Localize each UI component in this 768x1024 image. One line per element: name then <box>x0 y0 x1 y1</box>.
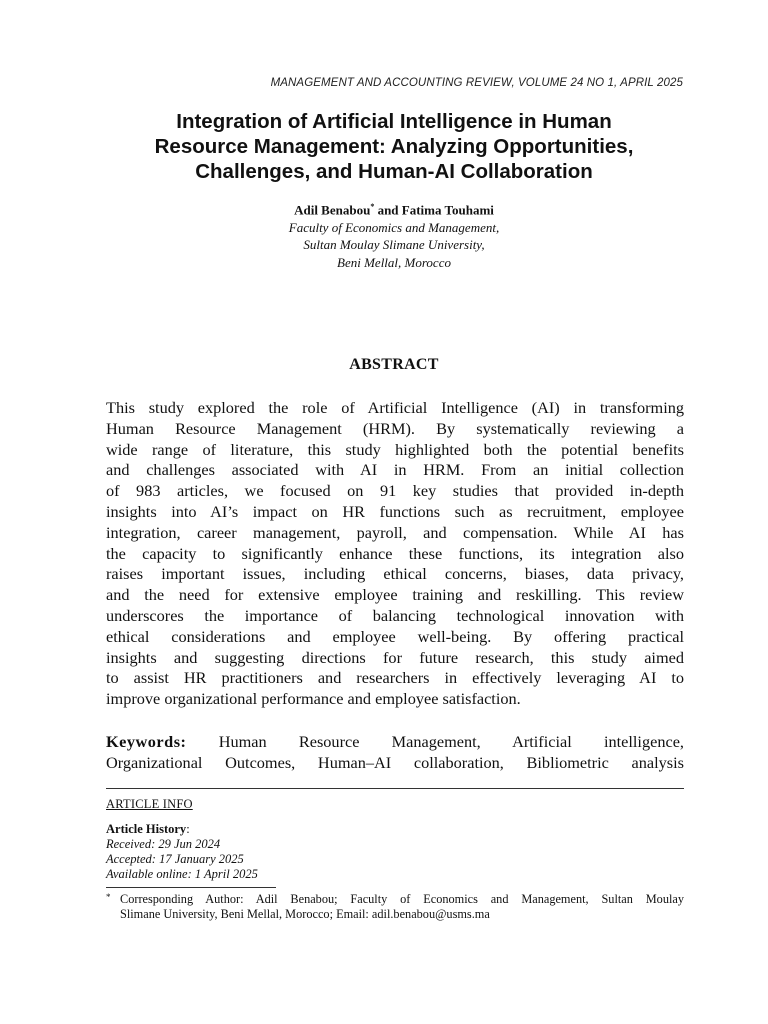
paper-title <box>90 109 698 184</box>
abstract-line: and challenges associated with AI in HRM. From an initial collection <box>106 460 684 480</box>
keywords-block <box>106 732 684 774</box>
author-name-1: Adil Benabou <box>294 202 371 218</box>
keywords-label: Keywords: <box>106 732 187 751</box>
paper-title-line: Integration of Artificial Intelligence in Human <box>176 110 612 133</box>
paper-title-line: Resource Management: Analyzing Opportunities, <box>154 135 634 158</box>
available-online-date: Available online: 1 April 2025 <box>106 867 258 881</box>
keywords-text: Human Resource Management, Artificial intelligence, <box>186 732 684 751</box>
journal-running-header: MANAGEMENT AND ACCOUNTING REVIEW, VOLUME 24 NO 1, APRIL 2025 <box>270 77 683 89</box>
affiliation-line: Beni Mellal, Morocco <box>337 254 451 270</box>
footnote-divider <box>106 887 276 888</box>
article-info-heading: ARTICLE INFO <box>106 797 193 811</box>
abstract-line: insights and suggesting directions for future research, this study aimed <box>106 647 684 667</box>
article-history <box>106 822 258 882</box>
received-date: Received: 29 Jun 2024 <box>106 837 221 851</box>
author-names <box>90 198 698 219</box>
abstract-body <box>106 398 684 710</box>
abstract-line: ethical considerations and employee well-being. By offering practical <box>106 626 684 646</box>
author-block <box>90 198 698 271</box>
keywords-line <box>106 732 684 753</box>
abstract-heading: ABSTRACT <box>349 356 439 373</box>
corresponding-author-footnote <box>106 892 684 922</box>
author-name-2: and Fatima Touhami <box>374 202 494 218</box>
abstract-line: to assist HR practitioners and researchers in effectively leveraging AI to <box>106 668 684 688</box>
abstract-line: wide range of literature, this study highlighted both the potential benefits <box>106 439 684 459</box>
article-history-colon: : <box>186 822 190 836</box>
footnote-line: Corresponding Author: Adil Benabou; Faculty of Economics and Management, Sultan Moulay <box>120 892 684 906</box>
abstract-line: insights into AI’s impact on HR functions such as recruitment, employee <box>106 501 684 521</box>
accepted-date: Accepted: 17 January 2025 <box>106 852 244 866</box>
footnote-line: Slimane University, Beni Mellal, Morocco; Email: adil.benabou@usms.ma <box>120 907 490 921</box>
abstract-line: raises important issues, including ethical concerns, biases, data privacy, <box>106 564 684 584</box>
keywords-line: Organizational Outcomes, Human–AI collaboration, Bibliometric analysis <box>106 752 684 772</box>
abstract-line: the capacity to significantly enhance these functions, its integration also <box>106 543 684 563</box>
abstract-line: integration, career management, payroll, and compensation. While AI has <box>106 522 684 542</box>
section-divider <box>106 788 684 789</box>
abstract-line: This study explored the role of Artificial Intelligence (AI) in transforming <box>106 398 684 417</box>
corresponding-mark: * <box>370 202 375 211</box>
article-history-label <box>106 822 258 837</box>
abstract-line: of 983 articles, we focused on 91 key studies that provided in-depth <box>106 481 684 501</box>
paper-title-line: Challenges, and Human-AI Collaboration <box>195 160 593 183</box>
affiliation-line: Faculty of Economics and Management, <box>288 219 500 235</box>
abstract-line: and the need for extensive employee training and reskilling. This review <box>106 585 684 605</box>
article-history-label-text: Article History <box>106 822 187 836</box>
abstract-line: underscores the importance of balancing technological innovation with <box>106 605 684 625</box>
affiliation-line: Sultan Moulay Slimane University, <box>303 237 485 253</box>
abstract-line: improve organizational performance and employee satisfaction. <box>106 689 521 709</box>
footnote-mark: * <box>106 892 111 902</box>
abstract-line: Human Resource Management (HRM). By systematically reviewing a <box>106 418 684 438</box>
